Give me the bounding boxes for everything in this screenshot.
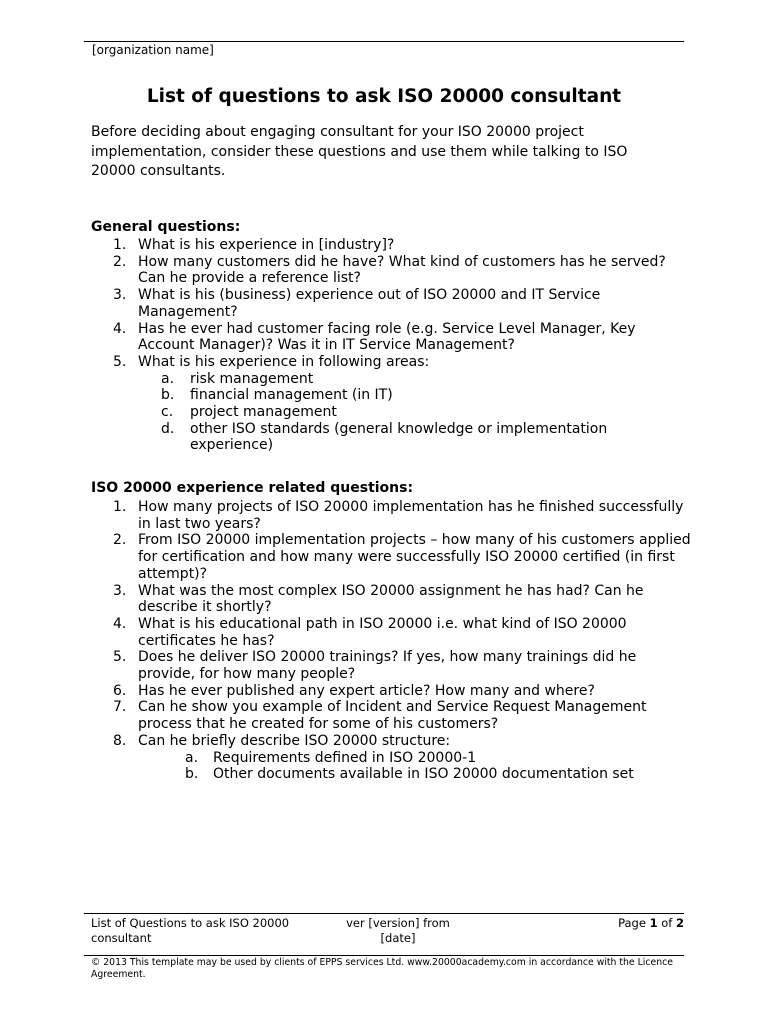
list-item-text: Can he show you example of Incident and Service Request Management process that he created for some of his customers? — [138, 699, 647, 733]
sub-list-item — [138, 404, 630, 421]
list-item — [91, 499, 691, 532]
sub-list-letter: a. — [185, 749, 199, 766]
iso-questions-list — [91, 499, 691, 783]
sub-list-item-text: financial management (in IT) — [190, 387, 393, 404]
list-number: 6. — [113, 682, 127, 699]
sub-list-letter: c. — [161, 404, 174, 421]
list-item — [91, 733, 691, 783]
list-item-text: What was the most complex ISO 20000 assignment he has had? Can he describe it shortly? — [138, 582, 644, 616]
iso-questions-heading: ISO 20000 experience related questions: — [91, 480, 414, 496]
list-number: 3. — [113, 287, 127, 304]
list-number: 1. — [113, 237, 127, 253]
list-item-text: What is his educational path in ISO 20000 i.e. what kind of ISO 20000 certificates he has? — [138, 615, 627, 649]
sub-list-item — [138, 750, 691, 767]
list-item — [91, 583, 691, 616]
list-item-text: Has he ever published any expert article? How many and where? — [138, 682, 595, 699]
page-title: List of questions to ask ISO 20000 consultant — [146, 86, 622, 107]
list-item-text: From ISO 20000 implementation projects – how many of his customers applied for certification and how many were successfully ISO 20000 certified (in first attempt)? — [138, 532, 691, 582]
list-number: 3. — [113, 582, 127, 599]
sub-list-letter: b. — [161, 387, 175, 404]
list-item-text: How many projects of ISO 20000 implementation has he finished successfully in last two years? — [138, 499, 684, 532]
sub-list-item-text: project management — [190, 404, 337, 421]
sub-list-item — [138, 387, 630, 404]
structure-sublist — [138, 750, 691, 783]
header-rule — [84, 41, 684, 42]
sub-list-item — [138, 421, 630, 454]
sub-list-item-text: risk management — [190, 370, 314, 387]
general-questions-list — [91, 237, 691, 454]
list-item — [91, 287, 691, 320]
copyright-notice: © 2013 This template may be used by clients of EPPS services Ltd. www.20000academy.com in accordance with the Licence Agreement. — [91, 957, 673, 980]
list-number: 2. — [113, 253, 127, 270]
organization-name: [organization name] — [92, 43, 214, 57]
footer-version: ver [version] from [date] — [346, 916, 450, 945]
list-item — [91, 354, 691, 454]
sub-list-item-text: Other documents available in ISO 20000 documentation set — [213, 766, 634, 783]
list-item-text: What is his experience in [industry]? — [138, 237, 395, 253]
footer-page-number — [560, 916, 684, 930]
list-number: 4. — [113, 320, 127, 337]
page-current: 1 — [649, 916, 658, 930]
list-item-text: What is his (business) experience out of ISO 20000 and IT Service Management? — [138, 287, 601, 320]
sub-list-letter: b. — [185, 766, 199, 783]
sub-list-item — [138, 371, 630, 388]
list-number: 7. — [113, 699, 127, 716]
list-item — [91, 616, 691, 649]
footer-document-title: List of Questions to ask ISO 20000 consultant — [91, 916, 290, 945]
list-item — [91, 254, 691, 287]
sub-list-item-text: Requirements defined in ISO 20000-1 — [213, 749, 477, 766]
list-item — [91, 699, 691, 732]
list-number: 5. — [113, 353, 127, 370]
sub-list-letter: a. — [161, 370, 175, 387]
list-item-text: How many customers did he have? What kind of customers has he served? Can he provide a reference list? — [138, 253, 666, 287]
page-label: Page — [618, 916, 646, 930]
list-number: 1. — [113, 499, 127, 515]
list-number: 8. — [113, 732, 127, 749]
sub-list-item — [138, 766, 691, 783]
list-item — [91, 649, 691, 682]
sub-list-letter: d. — [161, 420, 175, 437]
list-number: 5. — [113, 649, 127, 666]
list-number: 4. — [113, 615, 127, 632]
experience-areas-sublist — [138, 371, 691, 455]
list-item-text: Does he deliver ISO 20000 trainings? If yes, how many trainings did he provide, for how many people? — [138, 649, 637, 683]
copyright-rule — [84, 955, 684, 956]
page-total: 2 — [675, 916, 684, 930]
list-item — [91, 683, 691, 700]
list-item-text: Has he ever had customer facing role (e.g. Service Level Manager, Key Account Manager)? Was it in IT Service Management? — [138, 320, 636, 354]
intro-paragraph: Before deciding about engaging consultant for your ISO 20000 project implementation, consider these questions and use them while talking to ISO 20000 consultants. — [91, 124, 628, 179]
general-questions-heading: General questions: — [91, 219, 241, 235]
list-number: 2. — [113, 532, 127, 549]
list-item — [91, 321, 691, 354]
page-of: of — [661, 916, 673, 930]
list-item-text: Can he briefly describe ISO 20000 structure: — [138, 732, 451, 749]
list-item-text: What is his experience in following areas: — [138, 353, 430, 370]
sub-list-item-text: other ISO standards (general knowledge or implementation experience) — [190, 420, 608, 454]
footer-rule — [84, 913, 684, 914]
list-item — [91, 237, 691, 254]
list-item — [91, 532, 691, 582]
